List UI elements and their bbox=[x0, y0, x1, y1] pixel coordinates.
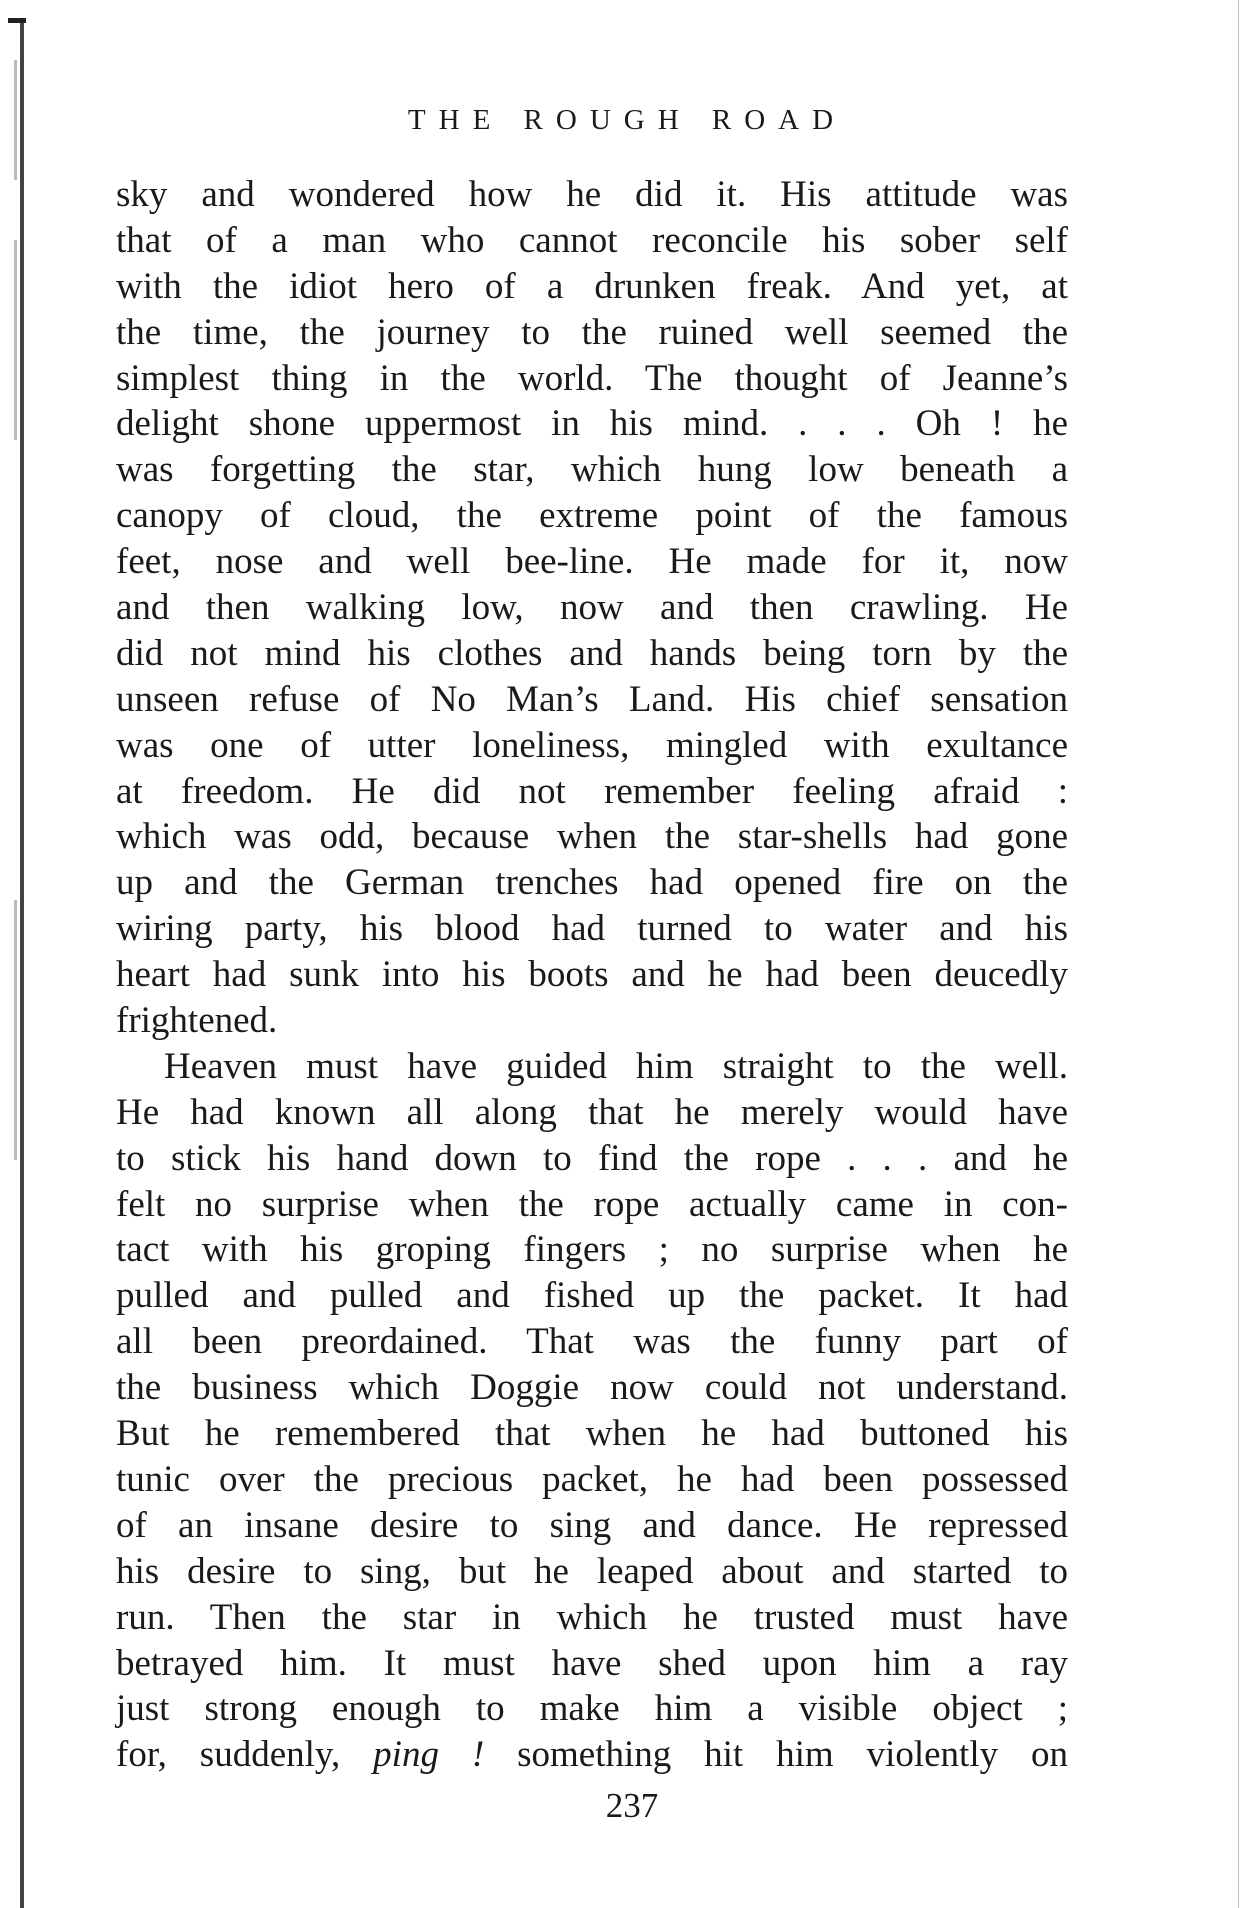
text-line: the time, the journey to the ruined well seemed the bbox=[116, 311, 1068, 353]
scan-artifact bbox=[14, 900, 17, 1160]
text-line: the business which Doggie now could not understand. bbox=[116, 1367, 1068, 1409]
binding-edge bbox=[20, 18, 24, 1908]
text-line: did not mind his clothes and hands being torn by the bbox=[116, 632, 1068, 674]
text-line: was forgetting the star, which hung low beneath a bbox=[116, 449, 1068, 491]
page-number: 237 bbox=[605, 1786, 659, 1825]
scan-artifact bbox=[14, 240, 17, 440]
text-line: Heaven must have guided him straight to the well. bbox=[164, 1045, 1068, 1087]
text-line: and then walking low, now and then crawling. He bbox=[116, 587, 1068, 629]
text-line: He had known all along that he merely would have bbox=[116, 1091, 1068, 1133]
text-line: tunic over the precious packet, he had been possessed bbox=[116, 1458, 1068, 1500]
text-line: felt no surprise when the rope actually came in con- bbox=[116, 1183, 1068, 1225]
text-line: was one of utter loneliness, mingled with exultance bbox=[116, 724, 1068, 766]
text-line: betrayed him. It must have shed upon him a ray bbox=[116, 1642, 1068, 1684]
text-line: up and the German trenches had opened fire on the bbox=[116, 862, 1068, 904]
text-line: feet, nose and well bee-line. He made for it, now bbox=[116, 541, 1068, 583]
text-line: canopy of cloud, the extreme point of the famous bbox=[116, 495, 1068, 537]
text-line: simplest thing in the world. The thought of Jeanne’s bbox=[116, 357, 1068, 399]
text-line: of an insane desire to sing and dance. He repressed bbox=[116, 1504, 1068, 1546]
text-line: run. Then the star in which he trusted must have bbox=[116, 1596, 1068, 1638]
text-run: something hit him violently on bbox=[484, 1734, 1069, 1776]
text-line: delight shone uppermost in his mind. . . . Oh ! he bbox=[116, 403, 1068, 445]
text-line: But he remembered that when he had buttoned his bbox=[116, 1413, 1068, 1455]
text-line: tact with his groping fingers ; no surprise when he bbox=[116, 1229, 1068, 1271]
paragraph bbox=[116, 1044, 1068, 1778]
text-line: frightened. bbox=[116, 1000, 278, 1042]
text-line: with the idiot hero of a drunken freak. And yet, at bbox=[116, 265, 1068, 307]
text-line: to stick his hand down to find the rope . . . and he bbox=[116, 1137, 1068, 1179]
text-line: which was odd, because when the star-shells had gone bbox=[116, 816, 1068, 858]
text-line: just strong enough to make him a visible object ; bbox=[116, 1688, 1068, 1730]
text-run: for, suddenly, bbox=[116, 1734, 374, 1776]
text-line: that of a man who cannot reconcile his sober self bbox=[116, 219, 1068, 261]
page-edge bbox=[1238, 0, 1239, 1908]
text-line: heart had sunk into his boots and he had been deucedly bbox=[116, 954, 1068, 996]
text-line: pulled and pulled and fished up the packet. It had bbox=[116, 1275, 1068, 1317]
text-line: his desire to sing, but he leaped about and started to bbox=[116, 1550, 1068, 1592]
running-head: THE ROUGH ROAD bbox=[407, 104, 847, 136]
body-text bbox=[116, 172, 1068, 1778]
text-line: at freedom. He did not remember feeling afraid : bbox=[116, 770, 1068, 812]
text-line: unseen refuse of No Man’s Land. His chief sensation bbox=[116, 678, 1068, 720]
italic-text: ping ! bbox=[373, 1734, 485, 1776]
text-line: sky and wondered how he did it. His attitude was bbox=[116, 174, 1068, 215]
paragraph bbox=[116, 172, 1068, 1044]
text-line: all been preordained. That was the funny part of bbox=[116, 1321, 1068, 1363]
text-line: wiring party, his blood had turned to water and his bbox=[116, 908, 1068, 950]
text-line bbox=[116, 1732, 1068, 1778]
